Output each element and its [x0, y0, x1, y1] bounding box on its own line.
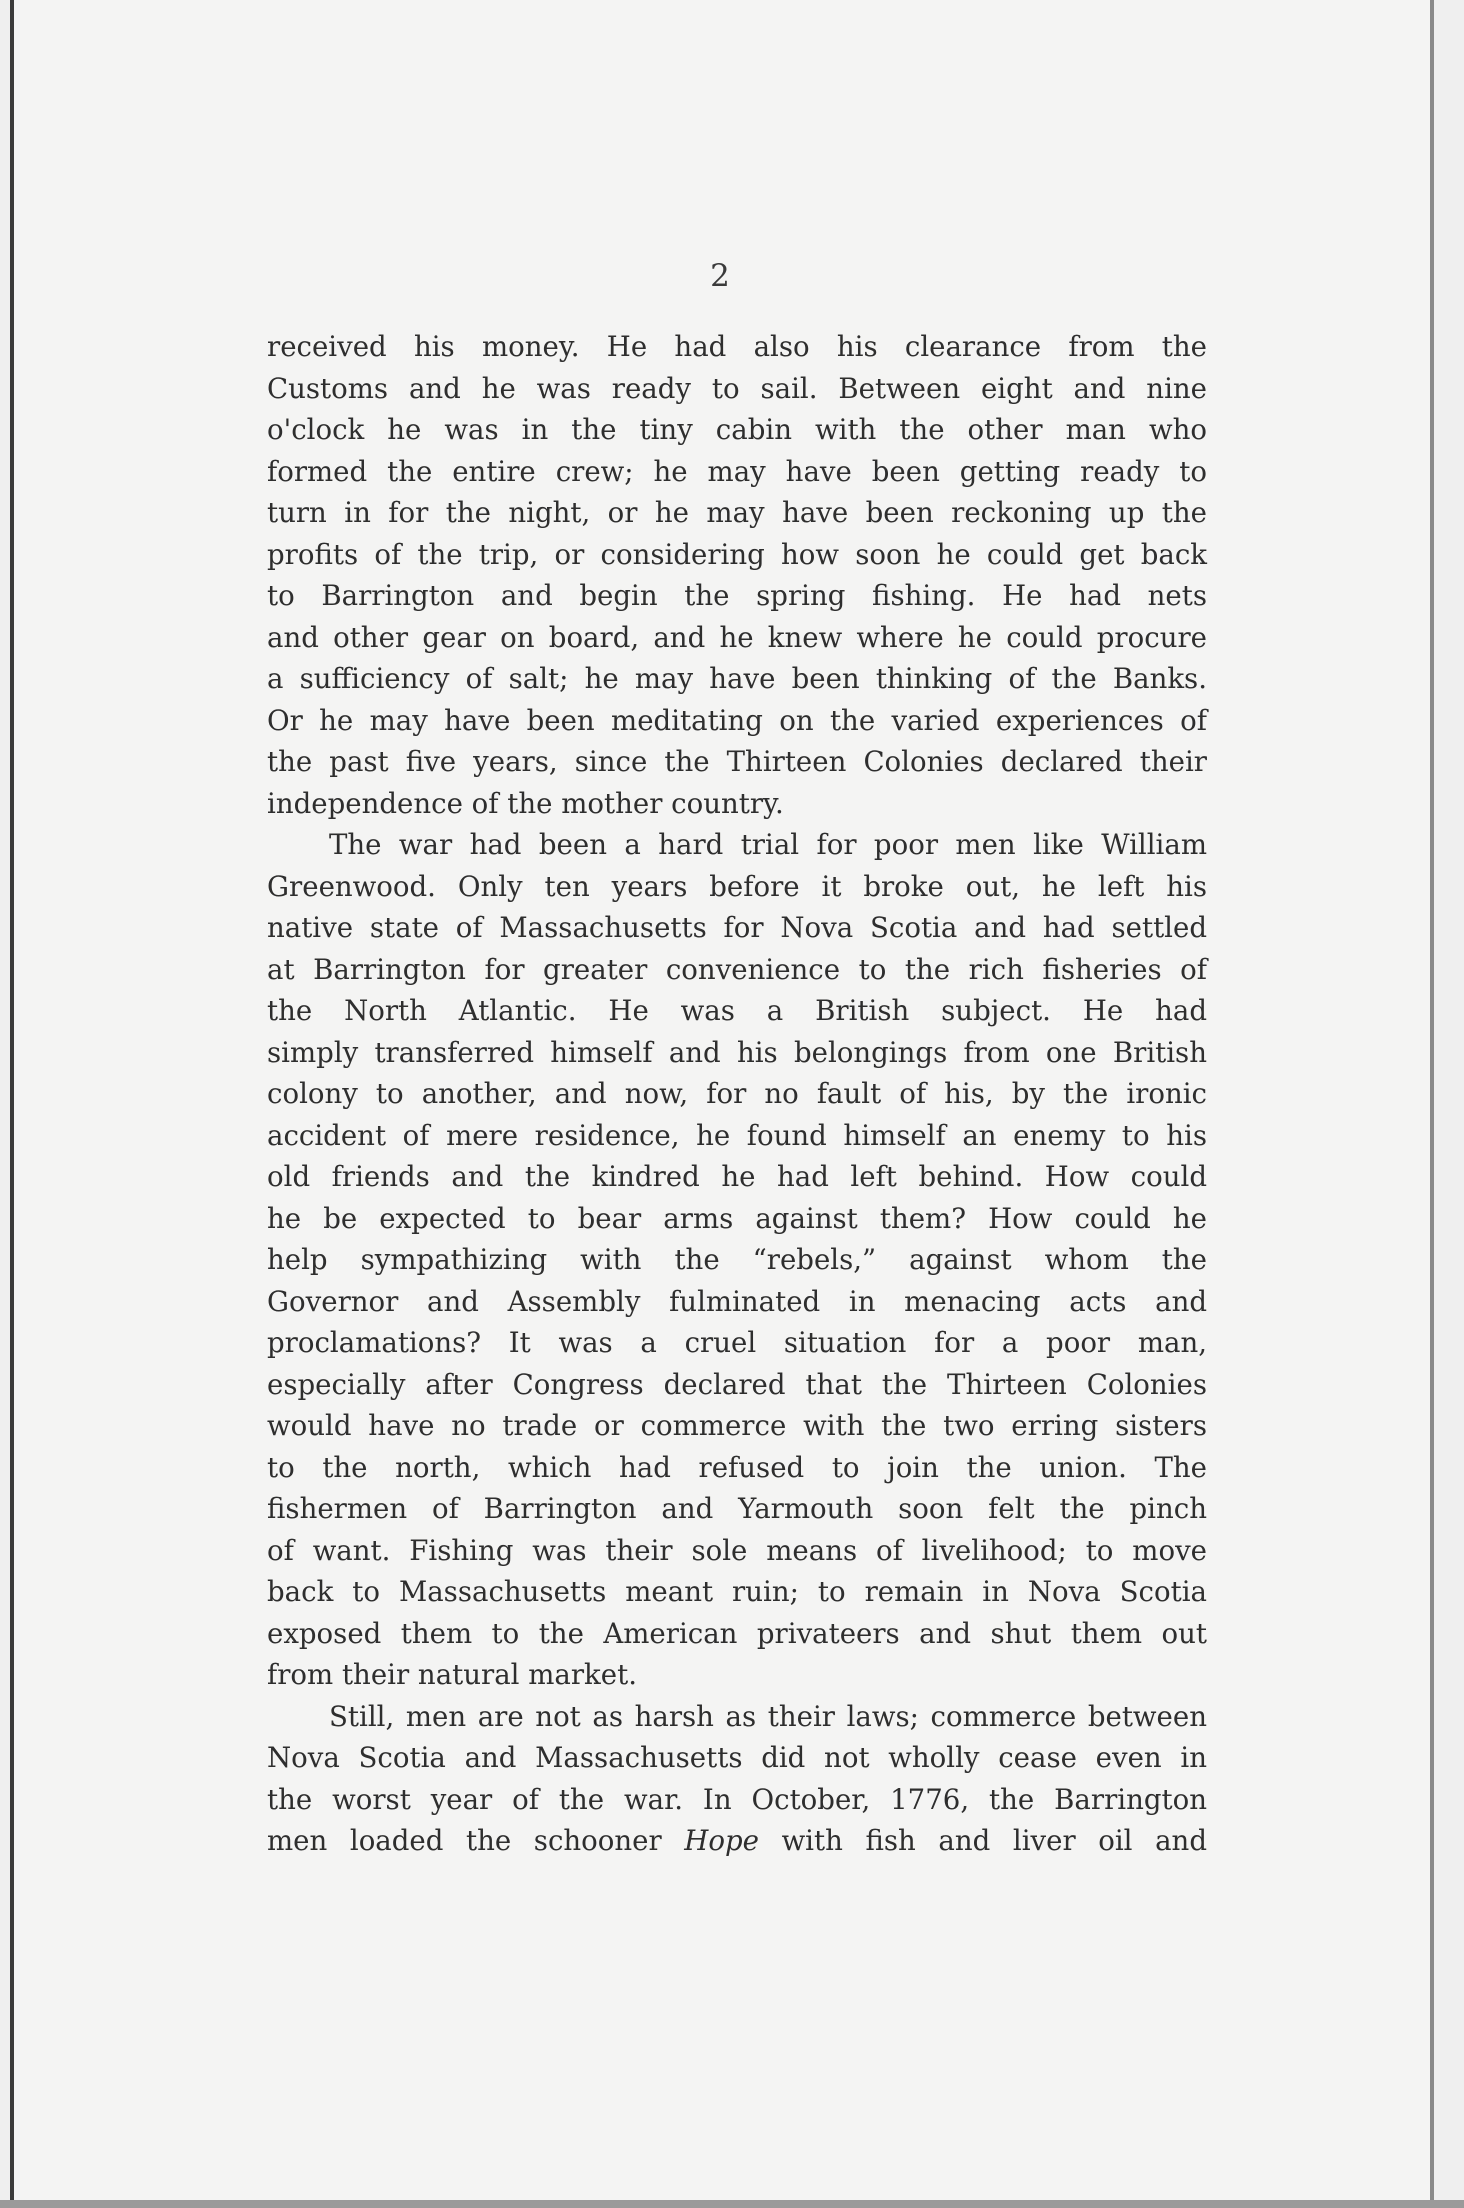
ship-name-italic: Hope — [684, 1824, 759, 1857]
page-number: 2 — [710, 258, 730, 294]
text-line: fishermen of Barrington and Yarmouth soon felt the pinch — [267, 1492, 1207, 1525]
text-line: the North Atlantic. He was a British subject. He had — [267, 994, 1207, 1027]
text-line: native state of Massachusetts for Nova Scotia and had settled — [267, 911, 1207, 944]
text-line: the worst year of the war. In October, 1776, the Barrington — [267, 1782, 1207, 1816]
text-line: and other gear on board, and he knew where he could procure — [267, 620, 1207, 654]
text-line: exposed them to the American privateers and shut them out — [267, 1616, 1207, 1650]
text-line: colony to another, and now, for no fault of his, by the ironic — [267, 1077, 1207, 1110]
text-line: independence of the mother country. — [267, 786, 784, 820]
text-line: a sufficiency of salt; he may have been thinking of the Banks. — [267, 662, 1207, 695]
text-line: he be expected to bear arms against them? How could he — [267, 1201, 1207, 1235]
text-line: at Barrington for greater convenience to the rich fisheries of — [267, 952, 1207, 986]
paragraph-2 — [267, 824, 1207, 1696]
text-line: Greenwood. Only ten years before it broke out, he left his — [267, 869, 1207, 903]
paragraph-3 — [267, 1696, 1207, 1862]
text-line: help sympathizing with the “rebels,” against whom the — [267, 1243, 1207, 1276]
text-line: accident of mere residence, he found himself an enemy to his — [267, 1118, 1207, 1152]
text-line: back to Massachusetts meant ruin; to remain in Nova Scotia — [267, 1575, 1207, 1608]
text-line: Customs and he was ready to sail. Between eight and nine — [267, 371, 1207, 405]
text-line: to the north, which had refused to join the union. The — [267, 1450, 1207, 1484]
text-line: o'clock he was in the tiny cabin with the other man who — [267, 413, 1207, 446]
text-line: proclamations? It was a cruel situation for a poor man, — [267, 1326, 1207, 1359]
text-line: especially after Congress declared that the Thirteen Colonies — [267, 1367, 1207, 1401]
page-right-edge — [1430, 0, 1434, 2208]
text-line: Nova Scotia and Massachusetts did not wholly cease even in — [267, 1741, 1207, 1774]
text-line: old friends and the kindred he had left behind. How could — [267, 1160, 1207, 1193]
text-line: The war had been a hard trial for poor men like William — [329, 828, 1207, 861]
text-line: would have no trade or commerce with the two erring sisters — [267, 1409, 1207, 1442]
paragraph-1 — [267, 326, 1207, 824]
text-line: Still, men are not as harsh as their laws; commerce between — [329, 1699, 1207, 1733]
text-line: formed the entire crew; he may have been getting ready to — [267, 454, 1207, 488]
text-line: Governor and Assembly fulminated in menacing acts and — [267, 1284, 1207, 1318]
text-line: to Barrington and begin the spring fishing. He had nets — [267, 579, 1207, 612]
text-line: turn in for the night, or he may have been reckoning up the — [267, 496, 1207, 529]
text-line: the past five years, since the Thirteen Colonies declared their — [267, 745, 1207, 778]
page-bottom-edge — [0, 2200, 1464, 2208]
text-line: of want. Fishing was their sole means of livelihood; to move — [267, 1533, 1207, 1567]
text-line: profits of the trip, or considering how soon he could get back — [267, 537, 1207, 571]
text-line: Or he may have been meditating on the varied experiences of — [267, 703, 1207, 737]
text-line: received his money. He had also his clearance from the — [267, 330, 1207, 363]
text-run: men loaded the schooner — [267, 1824, 685, 1857]
text-line: from their natural market. — [267, 1658, 637, 1691]
text-run: with fish and liver oil and — [758, 1824, 1207, 1857]
body-text — [267, 326, 1207, 1862]
text-line-with-italic — [267, 1820, 1207, 1862]
text-line: simply transferred himself and his belongings from one British — [267, 1035, 1207, 1069]
